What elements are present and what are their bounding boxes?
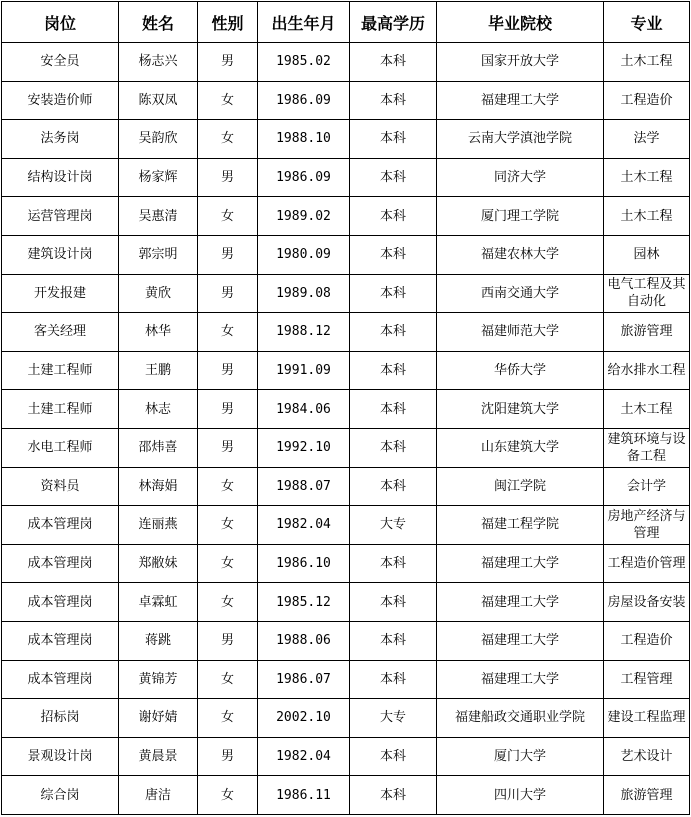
cell-school: 福建师范大学 bbox=[437, 313, 604, 352]
cell-birth-date: 1985.02 bbox=[258, 43, 350, 82]
header-major: 专业 bbox=[604, 2, 690, 43]
table-row bbox=[2, 660, 690, 699]
cell-education: 本科 bbox=[350, 81, 437, 120]
cell-major: 工程管理 bbox=[604, 660, 690, 699]
cell-major: 旅游管理 bbox=[604, 776, 690, 815]
cell-education: 本科 bbox=[350, 544, 437, 583]
cell-birth-date: 1985.12 bbox=[258, 583, 350, 622]
table-row bbox=[2, 621, 690, 660]
cell-position: 招标岗 bbox=[2, 699, 119, 738]
cell-education: 本科 bbox=[350, 390, 437, 429]
cell-gender: 女 bbox=[198, 467, 258, 506]
cell-name: 蒋跳 bbox=[119, 621, 198, 660]
cell-birth-date: 1986.09 bbox=[258, 81, 350, 120]
cell-education: 本科 bbox=[350, 737, 437, 776]
cell-name: 林志 bbox=[119, 390, 198, 429]
cell-name: 连丽燕 bbox=[119, 506, 198, 545]
cell-major: 建筑环境与设备工程 bbox=[604, 428, 690, 467]
cell-position: 成本管理岗 bbox=[2, 660, 119, 699]
cell-education: 本科 bbox=[350, 313, 437, 352]
cell-birth-date: 1986.10 bbox=[258, 544, 350, 583]
cell-gender: 男 bbox=[198, 737, 258, 776]
cell-birth-date: 1988.07 bbox=[258, 467, 350, 506]
cell-name: 林海娟 bbox=[119, 467, 198, 506]
cell-education: 本科 bbox=[350, 274, 437, 313]
cell-education: 本科 bbox=[350, 43, 437, 82]
cell-education: 本科 bbox=[350, 467, 437, 506]
cell-name: 吴惠清 bbox=[119, 197, 198, 236]
cell-major: 法学 bbox=[604, 120, 690, 159]
cell-birth-date: 2002.10 bbox=[258, 699, 350, 738]
cell-school: 福建农林大学 bbox=[437, 235, 604, 274]
cell-school: 西南交通大学 bbox=[437, 274, 604, 313]
cell-position: 成本管理岗 bbox=[2, 621, 119, 660]
cell-position: 安装造价师 bbox=[2, 81, 119, 120]
cell-school: 同济大学 bbox=[437, 158, 604, 197]
table-row bbox=[2, 81, 690, 120]
cell-name: 唐洁 bbox=[119, 776, 198, 815]
cell-major: 电气工程及其自动化 bbox=[604, 274, 690, 313]
cell-gender: 男 bbox=[198, 274, 258, 313]
cell-education: 本科 bbox=[350, 197, 437, 236]
cell-position: 资料员 bbox=[2, 467, 119, 506]
cell-education: 本科 bbox=[350, 660, 437, 699]
cell-major: 园林 bbox=[604, 235, 690, 274]
cell-name: 谢妤婧 bbox=[119, 699, 198, 738]
cell-gender: 男 bbox=[198, 390, 258, 429]
table-row bbox=[2, 776, 690, 815]
table-body bbox=[2, 43, 690, 815]
cell-position: 建筑设计岗 bbox=[2, 235, 119, 274]
cell-major: 艺术设计 bbox=[604, 737, 690, 776]
cell-school: 沈阳建筑大学 bbox=[437, 390, 604, 429]
cell-education: 本科 bbox=[350, 776, 437, 815]
cell-school: 四川大学 bbox=[437, 776, 604, 815]
table-row bbox=[2, 235, 690, 274]
cell-birth-date: 1988.12 bbox=[258, 313, 350, 352]
cell-gender: 女 bbox=[198, 313, 258, 352]
cell-school: 福建船政交通职业学院 bbox=[437, 699, 604, 738]
cell-gender: 女 bbox=[198, 506, 258, 545]
cell-gender: 女 bbox=[198, 197, 258, 236]
cell-gender: 男 bbox=[198, 351, 258, 390]
cell-name: 黄锦芳 bbox=[119, 660, 198, 699]
cell-education: 本科 bbox=[350, 351, 437, 390]
cell-gender: 男 bbox=[198, 43, 258, 82]
cell-major: 会计学 bbox=[604, 467, 690, 506]
cell-birth-date: 1989.02 bbox=[258, 197, 350, 236]
cell-name: 邵炜喜 bbox=[119, 428, 198, 467]
cell-name: 杨家辉 bbox=[119, 158, 198, 197]
cell-gender: 女 bbox=[198, 660, 258, 699]
cell-major: 土木工程 bbox=[604, 43, 690, 82]
table-header bbox=[2, 2, 690, 43]
header-position: 岗位 bbox=[2, 2, 119, 43]
cell-school: 福建工程学院 bbox=[437, 506, 604, 545]
cell-education: 本科 bbox=[350, 158, 437, 197]
cell-gender: 女 bbox=[198, 81, 258, 120]
cell-birth-date: 1980.09 bbox=[258, 235, 350, 274]
table-row bbox=[2, 274, 690, 313]
cell-birth-date: 1988.06 bbox=[258, 621, 350, 660]
cell-birth-date: 1991.09 bbox=[258, 351, 350, 390]
cell-major: 旅游管理 bbox=[604, 313, 690, 352]
table-row bbox=[2, 506, 690, 545]
cell-birth-date: 1989.08 bbox=[258, 274, 350, 313]
cell-school: 云南大学滇池学院 bbox=[437, 120, 604, 159]
cell-school: 福建理工大学 bbox=[437, 81, 604, 120]
cell-position: 成本管理岗 bbox=[2, 544, 119, 583]
cell-gender: 女 bbox=[198, 699, 258, 738]
cell-major: 工程造价 bbox=[604, 81, 690, 120]
cell-school: 福建理工大学 bbox=[437, 583, 604, 622]
cell-major: 给水排水工程 bbox=[604, 351, 690, 390]
cell-position: 开发报建 bbox=[2, 274, 119, 313]
cell-position: 综合岗 bbox=[2, 776, 119, 815]
cell-education: 本科 bbox=[350, 120, 437, 159]
cell-name: 杨志兴 bbox=[119, 43, 198, 82]
cell-name: 黄晨景 bbox=[119, 737, 198, 776]
header-birth-date: 出生年月 bbox=[258, 2, 350, 43]
cell-education: 本科 bbox=[350, 235, 437, 274]
cell-major: 工程造价管理 bbox=[604, 544, 690, 583]
cell-school: 福建理工大学 bbox=[437, 544, 604, 583]
cell-birth-date: 1992.10 bbox=[258, 428, 350, 467]
cell-education: 本科 bbox=[350, 428, 437, 467]
cell-position: 法务岗 bbox=[2, 120, 119, 159]
cell-major: 土木工程 bbox=[604, 158, 690, 197]
cell-birth-date: 1986.11 bbox=[258, 776, 350, 815]
cell-position: 运营管理岗 bbox=[2, 197, 119, 236]
header-row bbox=[2, 2, 690, 43]
cell-position: 成本管理岗 bbox=[2, 506, 119, 545]
cell-gender: 男 bbox=[198, 235, 258, 274]
cell-gender: 男 bbox=[198, 428, 258, 467]
cell-education: 大专 bbox=[350, 506, 437, 545]
cell-gender: 女 bbox=[198, 120, 258, 159]
cell-school: 华侨大学 bbox=[437, 351, 604, 390]
cell-birth-date: 1982.04 bbox=[258, 737, 350, 776]
cell-name: 吴韵欣 bbox=[119, 120, 198, 159]
cell-birth-date: 1986.09 bbox=[258, 158, 350, 197]
cell-major: 土木工程 bbox=[604, 390, 690, 429]
cell-school: 厦门理工学院 bbox=[437, 197, 604, 236]
cell-education: 大专 bbox=[350, 699, 437, 738]
cell-name: 黄欣 bbox=[119, 274, 198, 313]
cell-position: 景观设计岗 bbox=[2, 737, 119, 776]
cell-major: 房地产经济与管理 bbox=[604, 506, 690, 545]
table-row bbox=[2, 467, 690, 506]
cell-position: 成本管理岗 bbox=[2, 583, 119, 622]
cell-gender: 女 bbox=[198, 776, 258, 815]
cell-education: 本科 bbox=[350, 621, 437, 660]
cell-position: 土建工程师 bbox=[2, 390, 119, 429]
cell-major: 工程造价 bbox=[604, 621, 690, 660]
cell-birth-date: 1988.10 bbox=[258, 120, 350, 159]
table-row bbox=[2, 428, 690, 467]
cell-education: 本科 bbox=[350, 583, 437, 622]
table-row bbox=[2, 158, 690, 197]
table-row bbox=[2, 351, 690, 390]
cell-major: 房屋设备安装 bbox=[604, 583, 690, 622]
table-row bbox=[2, 544, 690, 583]
table-row bbox=[2, 313, 690, 352]
cell-position: 客关经理 bbox=[2, 313, 119, 352]
table-row bbox=[2, 390, 690, 429]
header-school: 毕业院校 bbox=[437, 2, 604, 43]
cell-name: 陈双凤 bbox=[119, 81, 198, 120]
table-row bbox=[2, 120, 690, 159]
table-row bbox=[2, 737, 690, 776]
table-row bbox=[2, 699, 690, 738]
table-row bbox=[2, 583, 690, 622]
cell-school: 厦门大学 bbox=[437, 737, 604, 776]
cell-school: 闽江学院 bbox=[437, 467, 604, 506]
cell-birth-date: 1986.07 bbox=[258, 660, 350, 699]
header-name: 姓名 bbox=[119, 2, 198, 43]
cell-gender: 女 bbox=[198, 544, 258, 583]
cell-name: 林华 bbox=[119, 313, 198, 352]
cell-position: 土建工程师 bbox=[2, 351, 119, 390]
cell-position: 安全员 bbox=[2, 43, 119, 82]
cell-school: 国家开放大学 bbox=[437, 43, 604, 82]
cell-name: 郭宗明 bbox=[119, 235, 198, 274]
cell-major: 土木工程 bbox=[604, 197, 690, 236]
cell-school: 山东建筑大学 bbox=[437, 428, 604, 467]
header-education: 最高学历 bbox=[350, 2, 437, 43]
cell-name: 王鹏 bbox=[119, 351, 198, 390]
staff-table bbox=[1, 1, 690, 815]
cell-position: 水电工程师 bbox=[2, 428, 119, 467]
cell-gender: 女 bbox=[198, 583, 258, 622]
header-gender: 性别 bbox=[198, 2, 258, 43]
cell-position: 结构设计岗 bbox=[2, 158, 119, 197]
cell-birth-date: 1982.04 bbox=[258, 506, 350, 545]
cell-gender: 男 bbox=[198, 158, 258, 197]
table-row bbox=[2, 197, 690, 236]
cell-major: 建设工程监理 bbox=[604, 699, 690, 738]
cell-name: 郑敝妹 bbox=[119, 544, 198, 583]
cell-gender: 男 bbox=[198, 621, 258, 660]
cell-school: 福建理工大学 bbox=[437, 660, 604, 699]
cell-school: 福建理工大学 bbox=[437, 621, 604, 660]
cell-birth-date: 1984.06 bbox=[258, 390, 350, 429]
cell-name: 卓霖虹 bbox=[119, 583, 198, 622]
table-row bbox=[2, 43, 690, 82]
